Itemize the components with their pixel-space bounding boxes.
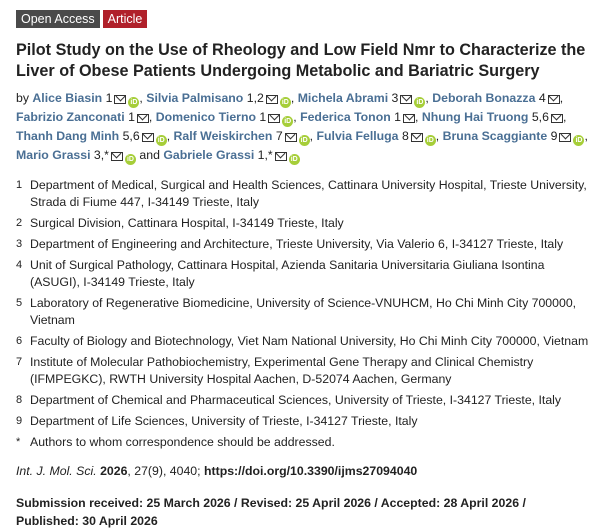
- mail-icon[interactable]: [403, 114, 415, 123]
- orcid-icon[interactable]: iD: [126, 156, 134, 163]
- affiliation-number: 4: [16, 259, 23, 271]
- affiliation-number: 1: [16, 179, 23, 191]
- author-separator: ,: [290, 91, 295, 105]
- author-affiliation-number: 1: [128, 110, 135, 124]
- article-header: [16, 10, 591, 530]
- authors-prefix: by: [16, 91, 29, 105]
- mail-icon[interactable]: [266, 95, 278, 104]
- author-name[interactable]: Nhung Hai Truong: [421, 110, 529, 124]
- author-affiliation-number: 5,6: [122, 129, 140, 143]
- author-affiliation-number: 9: [550, 129, 558, 143]
- author-separator: ,: [559, 91, 564, 105]
- affiliation-item: [16, 434, 591, 451]
- mail-icon[interactable]: [137, 114, 149, 123]
- publication-dates: Submission received: 25 March 2026 / Revised: 25 April 2026 / Accepted: 28 April 2026 / Published: 30 April 2026: [16, 496, 526, 528]
- orcid-icon[interactable]: iD: [290, 156, 298, 163]
- mail-icon[interactable]: [268, 114, 280, 123]
- mail-icon[interactable]: [114, 95, 126, 104]
- journal-name: Int. J. Mol. Sci.: [16, 464, 97, 478]
- author-separator: ,: [435, 129, 440, 143]
- doi-link[interactable]: https://doi.org/10.3390/ijms27094040: [204, 464, 418, 478]
- orcid-icon[interactable]: iD: [300, 137, 308, 144]
- affiliation-number: 9: [16, 415, 23, 427]
- affiliation-number: 2: [16, 217, 23, 229]
- citation-volume: , 27(9), 4040;: [127, 464, 201, 478]
- author-name[interactable]: Federica Tonon: [300, 110, 391, 124]
- affiliation-number: 6: [16, 335, 23, 347]
- author-name[interactable]: Fulvia Felluga: [316, 129, 399, 143]
- affiliation-number: 8: [16, 394, 23, 406]
- orcid-icon[interactable]: iD: [281, 99, 289, 106]
- affiliation-number: 3: [16, 238, 23, 250]
- affiliation-text: Laboratory of Regenerative Biomedicine, University of Science-VNUHCM, Ho Chi Minh City 700000, Vietnam: [30, 296, 577, 327]
- mail-icon[interactable]: [142, 133, 154, 142]
- author-affiliation-number: 8: [401, 129, 409, 143]
- mail-icon[interactable]: [551, 114, 563, 123]
- orcid-icon[interactable]: iD: [284, 118, 292, 125]
- author-separator: ,: [425, 91, 429, 105]
- orcid-icon[interactable]: iD: [157, 137, 165, 144]
- badge-row: [16, 10, 591, 28]
- author-affiliation-number: 1: [105, 91, 113, 105]
- author-name[interactable]: Ralf Weiskirchen: [173, 129, 273, 143]
- affiliation-number: 5: [16, 297, 23, 309]
- citation: [16, 463, 591, 480]
- orcid-icon[interactable]: iD: [575, 137, 583, 144]
- author-affiliation-number: 1: [394, 110, 401, 124]
- author-affiliation-number: 1: [259, 110, 267, 124]
- orcid-icon[interactable]: iD: [426, 137, 434, 144]
- author-name[interactable]: Fabrizio Zanconati: [16, 110, 125, 124]
- affiliation-list: [16, 177, 591, 451]
- author-name[interactable]: Alice Biasin: [32, 91, 103, 105]
- article-title: Pilot Study on the Use of Rheology and Low Field Nmr to Characterize the Liver of Obese Patients Undergoing Metabolic and Bariatric Surgery: [16, 41, 586, 80]
- mail-icon[interactable]: [111, 152, 123, 161]
- open-access-badge[interactable]: Open Access: [16, 10, 100, 28]
- author-affiliation-number: 3: [391, 91, 399, 105]
- author-name[interactable]: Mario Grassi: [16, 148, 91, 162]
- author-affiliation-number: 5,6: [531, 110, 549, 124]
- affiliation-text: Faculty of Biology and Biotechnology, Viet Nam National University, Ho Chi Minh City 700000, Vietnam: [30, 334, 589, 348]
- mail-icon[interactable]: [400, 95, 412, 104]
- affiliation-text: Unit of Surgical Pathology, Cattinara Hospital, Azienda Sanitaria Universitaria Giuliana Isontina (ASUGI), I-34149 Trieste, Italy: [30, 258, 545, 289]
- author-separator: ,: [415, 110, 419, 124]
- author-affiliation-number: 1,*: [257, 148, 273, 162]
- author-name[interactable]: Silvia Palmisano: [146, 91, 244, 105]
- mail-icon[interactable]: [411, 133, 423, 142]
- affiliation-item: [16, 177, 591, 211]
- affiliation-text: Department of Engineering and Architecture, Trieste University, Via Valerio 6, I-34127 Trieste, Italy: [30, 237, 564, 251]
- affiliation-item: [16, 257, 591, 291]
- affiliation-text: Authors to whom correspondence should be addressed.: [30, 435, 335, 449]
- author-name[interactable]: Bruna Scaggiante: [442, 129, 548, 143]
- author-name[interactable]: Thanh Dang Minh: [16, 129, 120, 143]
- author-affiliation-number: 1,2: [246, 91, 264, 105]
- author-separator: ,: [166, 129, 171, 143]
- author-separator: ,: [293, 110, 297, 124]
- author-name[interactable]: Michela Abrami: [297, 91, 389, 105]
- orcid-icon[interactable]: iD: [130, 99, 138, 106]
- author-separator: ,: [584, 129, 588, 143]
- author-name[interactable]: Deborah Bonazza: [432, 91, 536, 105]
- affiliation-item: [16, 413, 591, 430]
- affiliation-text: Department of Medical, Surgical and Health Sciences, Cattinara University Hospital, Trieste University, Strada di Fiume 447, I-34149 Trieste, Italy: [30, 178, 587, 209]
- mail-icon[interactable]: [275, 152, 287, 161]
- author-separator: ,: [309, 129, 314, 143]
- affiliation-text: Department of Life Sciences, University of Trieste, I-34127 Trieste, Italy: [30, 414, 418, 428]
- affiliation-item: [16, 295, 591, 329]
- affiliation-item: [16, 215, 591, 232]
- affiliation-number: *: [16, 436, 21, 448]
- orcid-icon[interactable]: iD: [416, 99, 424, 106]
- author-affiliation-number: 7: [275, 129, 283, 143]
- author-affiliation-number: 4: [538, 91, 546, 105]
- citation-year: 2026: [100, 464, 128, 478]
- article-badge: Article: [103, 10, 148, 28]
- affiliation-item: [16, 236, 591, 253]
- author-list: [16, 89, 591, 165]
- author-separator: ,: [148, 110, 153, 124]
- affiliation-item: [16, 354, 591, 388]
- mail-icon[interactable]: [559, 133, 571, 142]
- affiliation-item: [16, 333, 591, 350]
- affiliation-text: Surgical Division, Cattinara Hospital, I-34149 Trieste, Italy: [30, 216, 344, 230]
- author-separator: ,: [139, 91, 143, 105]
- affiliation-text: Department of Chemical and Pharmaceutical Sciences, University of Trieste, I-34127 Trieste, Italy: [30, 393, 562, 407]
- affiliation-text: Institute of Molecular Pathobiochemistry, Experimental Gene Therapy and Clinical Chemistry (IFMPEGKC), RWTH University Hospital Aachen, D-52074 Aachen, Germany: [30, 355, 534, 386]
- affiliation-item: [16, 392, 591, 409]
- author-separator: and: [135, 148, 160, 162]
- author-affiliation-number: 3,*: [93, 148, 109, 162]
- author-name[interactable]: Domenico Tierno: [155, 110, 256, 124]
- author-name[interactable]: Gabriele Grassi: [163, 148, 255, 162]
- mail-icon[interactable]: [548, 95, 560, 104]
- mail-icon[interactable]: [285, 133, 297, 142]
- affiliation-number: 7: [16, 356, 23, 368]
- author-separator: ,: [562, 110, 567, 124]
